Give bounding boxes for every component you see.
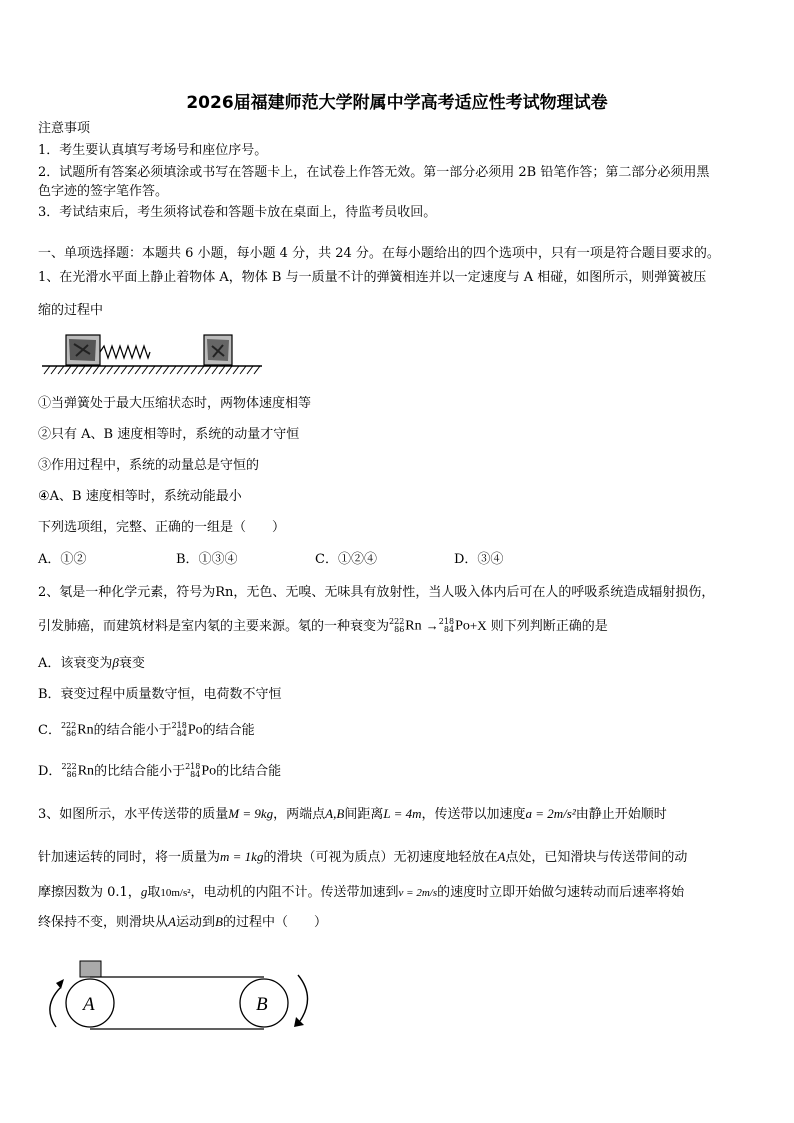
q1-option-d: D．③④ — [454, 552, 504, 567]
ground-hatching — [44, 366, 260, 374]
q2-option-a: A．该衰变为β衰变 — [38, 655, 145, 671]
q2-stem-line2: 引发肺癌，而建筑材料是室内氡的主要来源。氡的一种衰变为222 86Rn →218 84Po+X 则下列判断正确的是 — [38, 617, 608, 635]
q2-arrow: → — [425, 618, 439, 633]
left-curved-arrow — [50, 988, 60, 1027]
q2-stem-pre: 引发肺癌，而建筑材料是室内氡的主要来源。氡的一种衰变为 — [38, 619, 390, 634]
q1-statement-1: ①当弹簧处于最大压缩状态时，两物体速度相等 — [38, 396, 312, 411]
q2-x: X — [477, 618, 487, 633]
q1-stem-line1: 1、在光滑水平面上静止着物体 A，物体 B 与一质量不计的弹簧相连并以一定速度与 A 相碰，如图所示，则弹簧被压 — [38, 270, 707, 285]
q2-option-c: C．222 86Rn的结合能小于218 84Po的结合能 — [38, 721, 255, 738]
right-curved-arrow — [298, 975, 308, 1021]
q1-option-b: B．①③④ — [176, 552, 238, 567]
q2-stem-line1: 2、氡是一种化学元素，符号为Rn，无色、无嗅、无味具有放射性，当人吸入体内后可在人的呼吸系统造成辐射损伤， — [38, 585, 715, 600]
notice-heading: 注意事项 — [38, 121, 91, 136]
q2-po-nuclide: 218 84Po — [438, 617, 470, 635]
q3-line1: 3、如图所示，水平传送带的质量M = 9kg，两端点A,B间距离L = 4m，传送带以加速度a = 2m/s²由静止开始顺时 — [38, 806, 667, 822]
q1-prompt: 下列选项组，完整、正确的一组是（ ） — [38, 520, 286, 535]
block-a — [204, 335, 232, 365]
q2-option-b: B．衰变过程中质量数守恒，电荷数不守恒 — [38, 687, 282, 702]
q1-stem-line2: 缩的过程中 — [38, 303, 104, 318]
q1-statement-4: ④A、B 速度相等时，系统动能最小 — [38, 489, 242, 504]
spring — [100, 346, 150, 358]
q3-line4: 终保持不变，则滑块从A运动到B的过程中（ ） — [38, 914, 327, 930]
q1-spring-figure — [40, 330, 265, 378]
section-heading: 一、单项选择题：本题共 6 小题，每小题 4 分，共 24 分。在每小题给出的四个选项中，只有一项是符合题目要求的。 — [38, 246, 720, 261]
q2-rn-nuclide: 222 86Rn — [389, 617, 422, 635]
q3-conveyor-figure — [40, 955, 320, 1035]
q1-statement-3: ③作用过程中，系统的动量总是守恒的 — [38, 458, 260, 473]
q1-statement-2: ②只有 A、B 速度相等时，系统的动量才守恒 — [38, 427, 300, 442]
page-title: 2026届福建师范大学附属中学高考适应性考试物理试卷 — [186, 93, 608, 113]
notice-item-2: 2．试题所有答案必须填涂或书写在答题卡上，在试卷上作答无效。第一部分必须用 2B 铅笔作答；第二部分必须用黑 — [38, 165, 710, 180]
block-b — [66, 335, 100, 365]
q3-line3: 摩擦因数为 0.1，g取10m/s²，电动机的内阻不计。传送带加速到v = 2m/s的速度时立即开始做匀速转动而后速率将始 — [38, 884, 685, 900]
slider-block — [80, 961, 101, 977]
notice-item-2-cont: 色字迹的签字笔作答。 — [38, 184, 169, 199]
q2-stem-post: 则下列判断正确的是 — [490, 619, 608, 634]
pulley-b-label: B — [256, 994, 268, 1015]
q3-line2: 针加速运转的同时，将一质量为m = 1kg的滑块（可视为质点）无初速度地轻放在A点处，已知滑块与传送带间的动 — [38, 849, 688, 865]
q2-option-d: D．222 86Rn的比结合能小于218 84Po的比结合能 — [38, 762, 282, 779]
notice-item-1: 1．考生要认真填写考场号和座位序号。 — [38, 143, 268, 158]
notice-item-3: 3．考试结束后，考生须将试卷和答题卡放在桌面上，待监考员收回。 — [38, 205, 437, 220]
q1-option-c: C．①②④ — [315, 552, 377, 567]
q1-option-a: A．①② — [38, 552, 87, 567]
pulley-a-label: A — [83, 994, 95, 1015]
